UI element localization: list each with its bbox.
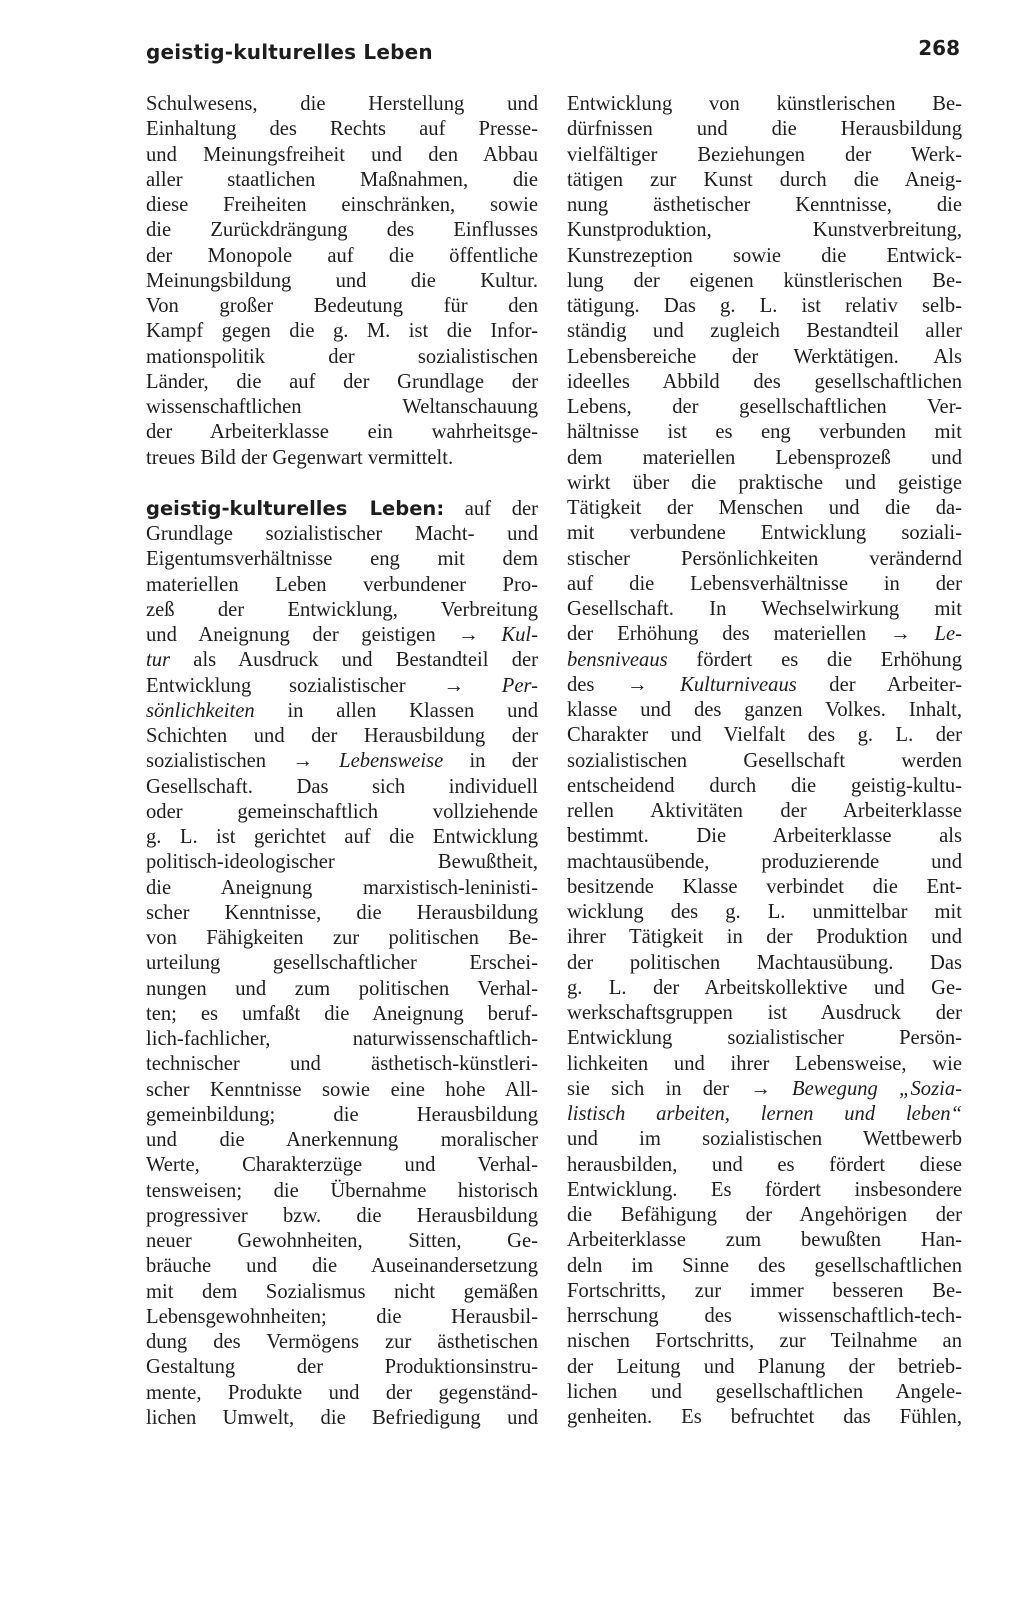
text-line: tensweisen; die Übernahme historisch: [146, 1179, 538, 1202]
page-number: 268: [918, 36, 960, 60]
text-line: und die Anerkennung moralischer: [146, 1129, 538, 1151]
arrow-icon: →: [458, 624, 479, 646]
text-line: stischer Persönlichkeiten verändernd: [567, 547, 962, 570]
text-line: dem materiellen Lebensprozeß und: [567, 446, 962, 469]
text-line: von Fähigkeiten zur politischen Be-: [146, 927, 538, 949]
text-line: Gestaltung der Produktionsinstru-: [146, 1356, 538, 1379]
text-line: der Leitung und Planung der betrieb-: [567, 1355, 962, 1378]
text-line: lich-fachlicher, naturwissenschaftlich-: [146, 1028, 538, 1050]
text-line: neuer Gewohnheiten, Sitten, Ge-: [146, 1230, 538, 1252]
text-line: herausbilden, und es fördert diese: [567, 1153, 962, 1176]
text-line: ständig und zugleich Bestandteil aller: [567, 320, 962, 343]
left-column: [146, 92, 538, 1431]
text-line: rellen Aktivitäten der Arbeiterklasse: [567, 800, 962, 822]
text-line: nischen Fortschritts, zur Teilnahme an: [567, 1330, 962, 1353]
text-line: Entwicklung. Es fördert insbesondere: [567, 1178, 962, 1201]
text-line: wicklung des g. L. unmittelbar mit: [567, 901, 962, 923]
text-line: Von großer Bedeutung für den: [146, 295, 538, 317]
cross-reference: Kulturniveaus: [680, 673, 797, 696]
text-line: ihrer Tätigkeit in der Produktion und: [567, 926, 962, 949]
text-line: Entwicklung sozialistischer → Per-: [146, 674, 538, 697]
text-line: der Monopole auf die öffentliche: [146, 244, 538, 267]
text-line: Kunstproduktion, Kunstverbreitung,: [567, 219, 962, 242]
text-line: dürfnissen und die Herausbildung: [567, 118, 962, 141]
entry-headword: geistig-kulturelles Leben:: [146, 496, 445, 520]
text-line: sie sich in der → Bewegung „Sozia-: [567, 1077, 962, 1100]
text-line: Schulwesens, die Herstellung und: [146, 93, 538, 115]
text-line: die Aneignung marxistisch-leninisti-: [146, 876, 538, 899]
text-line: bensniveaus fördert es die Erhöhung: [567, 648, 962, 671]
cross-reference: listisch arbeiten, lernen und leben“: [567, 1103, 962, 1125]
text-line: hältnisse ist es eng verbunden mit: [567, 421, 962, 444]
text-line: Lebens, der gesellschaftlichen Ver-: [567, 396, 962, 418]
text-line: tätigung. Das g. L. ist relativ selb-: [567, 295, 962, 317]
text-line: Fortschritts, zur immer besseren Be-: [567, 1279, 962, 1302]
text-line: [567, 1102, 962, 1127]
entry-first-line: geistig-kulturelles Leben: auf der: [146, 496, 539, 520]
text-line: progressiver bzw. die Herausbildung: [146, 1204, 538, 1227]
text-line: Lebensbereiche der Werktätigen. Als: [567, 345, 962, 368]
text-line: zeß der Entwicklung, Verbreitung: [146, 598, 538, 621]
cross-reference: Per-: [501, 674, 538, 697]
text-line: und Meinungsfreiheit und den Abbau: [146, 143, 538, 166]
text-line: tur als Ausdruck und Bestandteil der: [146, 649, 538, 672]
text-line: auf die Lebensverhältnisse in der: [567, 572, 962, 595]
text-line: g. L. der Arbeitskollektive und Ge-: [567, 976, 962, 999]
text-line: der Erhöhung des materiellen → Le-: [567, 623, 962, 646]
text-line: besitzende Klasse verbindet die Ent-: [567, 875, 962, 898]
text-line: sozialistischen Gesellschaft werden: [567, 749, 962, 772]
text-line: klasse und des ganzen Volkes. Inhalt,: [567, 699, 962, 721]
text-line: bestimmt. Die Arbeiterklasse als: [567, 825, 962, 848]
text-line: herrschung des wissenschaftlich-tech-: [567, 1305, 962, 1327]
arrow-icon: →: [750, 1077, 771, 1100]
text-line: mationspolitik der sozialistischen: [146, 345, 538, 368]
text-line: Kunstrezeption sowie die Entwick-: [567, 244, 962, 267]
text-line: sozialistischen → Lebensweise in der: [146, 750, 538, 773]
cross-reference: Lebensweise: [339, 750, 444, 773]
text-line: scher Kenntnisse, die Herausbildung: [146, 901, 538, 924]
text-line: vielfältiger Beziehungen der Werk-: [567, 143, 962, 166]
text-line: scher Kenntnisse sowie eine hohe All-: [146, 1078, 538, 1101]
text-line: und im sozialistischen Wettbewerb: [567, 1128, 962, 1151]
text-line: materiellen Leben verbundener Pro-: [146, 573, 538, 596]
text-line: politisch-ideologischer Bewußtheit,: [146, 851, 538, 874]
text-line: Entwicklung von künstlerischen Be-: [567, 93, 962, 115]
text-line: wirkt über die praktische und geistige: [567, 471, 962, 494]
cross-reference: Le-: [934, 623, 962, 646]
text-line: nung ästhetischer Kenntnisse, die: [567, 194, 962, 216]
text-line: Entwicklung sozialistischer Persön-: [567, 1027, 962, 1050]
text-line: sönlichkeiten in allen Klassen und: [146, 699, 538, 722]
text-line: der Arbeiterklasse ein wahrheitsge-: [146, 421, 538, 444]
text-line: urteilung gesellschaftlicher Erschei-: [146, 952, 538, 975]
running-head: geistig-kulturelles Leben: [146, 40, 433, 64]
text-line: wissenschaftlichen Weltanschauung: [146, 396, 538, 418]
text-line: Lebensgewohnheiten; die Herausbil-: [146, 1305, 538, 1328]
text-line: g. L. ist gerichtet auf die Entwicklung: [146, 826, 538, 848]
text-line: tätigen zur Kunst durch die Aneig-: [567, 168, 962, 191]
text-line: bräuche und die Auseinandersetzung: [146, 1255, 538, 1278]
cross-reference: Bewegung „Sozia-: [792, 1077, 962, 1100]
text-line: Kampf gegen die g. M. ist die Infor-: [146, 320, 538, 343]
text-line: treues Bild der Gegenwart vermittelt.: [146, 446, 454, 469]
text-line: lichen Umwelt, die Befriedigung und: [146, 1406, 538, 1429]
right-column: [567, 92, 962, 1430]
text-line: lung der eigenen künstlerischen Be-: [567, 269, 962, 292]
text-line: technischer und ästhetisch-künstleri-: [146, 1053, 538, 1076]
text-line: werkschaftsgruppen ist Ausdruck der: [567, 1002, 962, 1024]
arrow-icon: →: [443, 674, 465, 697]
text-line: des → Kulturniveaus der Arbeiter-: [567, 673, 963, 696]
text-line: genheiten. Es befruchtet das Fühlen,: [567, 1406, 962, 1428]
text-line: Einhaltung des Rechts auf Presse-: [146, 118, 538, 141]
text-line: Gesellschaft. Das sich individuell: [146, 775, 538, 798]
text-line: Arbeiterklasse zum bewußten Han-: [567, 1229, 962, 1252]
arrow-icon: →: [626, 673, 648, 696]
text-line: Länder, die auf der Grundlage der: [146, 370, 538, 393]
text-line: lichen und gesellschaftlichen Angele-: [567, 1380, 962, 1403]
text-line: die Zurückdrängung des Einflusses: [146, 219, 538, 242]
text-line: nungen und zum politischen Verhal-: [146, 977, 538, 1000]
text-line: mit verbundene Entwicklung soziali-: [567, 522, 962, 545]
text-line: ideelles Abbild des gesellschaftlichen: [567, 370, 962, 393]
text-line: entscheidend durch die geistig-kultu-: [567, 774, 962, 797]
text-line: Charakter und Vielfalt des g. L. der: [567, 724, 962, 747]
text-line: Tätigkeit der Menschen und die da-: [567, 497, 962, 519]
text-line: der politischen Machtausübung. Das: [567, 951, 962, 974]
text-line: Grundlage sozialistischer Macht- und: [146, 523, 538, 545]
cross-reference: tur: [146, 649, 171, 672]
text-line: Eigentumsverhältnisse eng mit dem: [146, 548, 538, 571]
text-line: lichkeiten und ihrer Lebensweise, wie: [567, 1052, 962, 1075]
text-line: machtausübende, produzierende und: [567, 850, 962, 873]
text-line: deln im Sinne des gesellschaftlichen: [567, 1254, 962, 1277]
text-line: und Aneignung der geistigen → Kul-: [146, 624, 538, 646]
text-line: ten; es umfaßt die Aneignung beruf-: [146, 1002, 538, 1025]
text-line: Werte, Charakterzüge und Verhal-: [146, 1154, 538, 1177]
cross-reference: bensniveaus: [567, 648, 668, 671]
text-line: aller staatlichen Maßnahmen, die: [146, 168, 538, 191]
text-line: mit dem Sozialismus nicht gemäßen: [146, 1280, 538, 1303]
text-line: mente, Produkte und der gegenständ-: [146, 1381, 538, 1404]
arrow-icon: →: [292, 750, 313, 773]
cross-reference: Kul-: [501, 624, 538, 646]
text-line: die Befähigung der Angehörigen der: [567, 1204, 962, 1226]
text-line: Gesellschaft. In Wechselwirkung mit: [567, 598, 962, 620]
text-line: diese Freiheiten einschränken, sowie: [146, 194, 538, 216]
cross-reference: sönlichkeiten: [146, 699, 255, 722]
text-line: gemeinbildung; die Herausbildung: [146, 1103, 538, 1126]
text-line: Meinungsbildung und die Kultur.: [146, 269, 538, 292]
arrow-icon: →: [890, 623, 911, 646]
text-line: dung des Vermögens zur ästhetischen: [146, 1331, 538, 1353]
text-line: oder gemeinschaftlich vollziehende: [146, 800, 538, 823]
text-line: Schichten und der Herausbildung der: [146, 725, 538, 747]
